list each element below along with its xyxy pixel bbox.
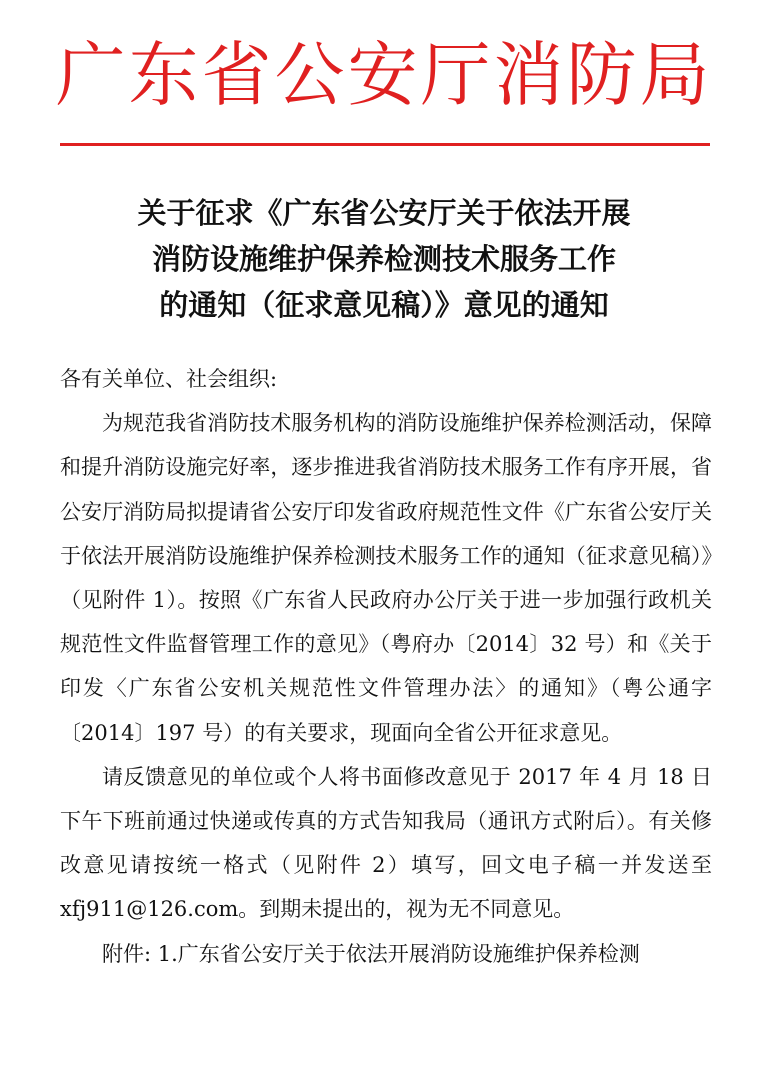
organization-header: 广东省公安厅消防局: [55, 34, 713, 116]
body-paragraph-2: 请反馈意见的单位或个人将书面修改意见于 2017 年 4 月 18 日下午下班前通过快递或传真的方式告知我局（通讯方式附后）。有关修改意见请按统一格式（见附件 2）填写，回文电子稿一并发送至 xfj911@126.com。到期未提出的，视为无不同意见。: [60, 764, 712, 922]
document-title-line-3: 的通知（征求意见稿）》意见的通知: [159, 288, 609, 322]
document-body: [60, 357, 712, 976]
header-divider: [60, 143, 710, 146]
document-title-line-2: 消防设施维护保养检测技术服务工作: [151, 242, 616, 276]
body-paragraph-1: 为规范我省消防技术服务机构的消防设施维护保养检测活动，保障和提升消防设施完好率，逐步推进我省消防技术服务工作有序开展，省公安厅消防局拟提请省公安厅印发省政府规范性文件《广东省公安厅关于依法开展消防设施维护保养检测技术服务工作的通知（征求意见稿）》（见附件 1）。按照《广东省人民政府办公厅关于进一步加强行政机关规范性文件监督管理工作的意见》（粤府办〔2014〕32 号）和《关于印发〈广东省公安机关规范性文件管理办法〉的通知》（粤公通字〔2014〕197 号）的有关要求，现面向全省公开征求意见。: [60, 411, 712, 745]
document-title: [0, 190, 768, 328]
salutation: 各有关单位、社会组织:: [60, 367, 278, 391]
attachment-line: 附件: 1.广东省公安厅关于依法开展消防设施维护保养检测: [102, 941, 640, 966]
document-title-line-1: 关于征求《广东省公安厅关于依法开展: [137, 196, 631, 230]
